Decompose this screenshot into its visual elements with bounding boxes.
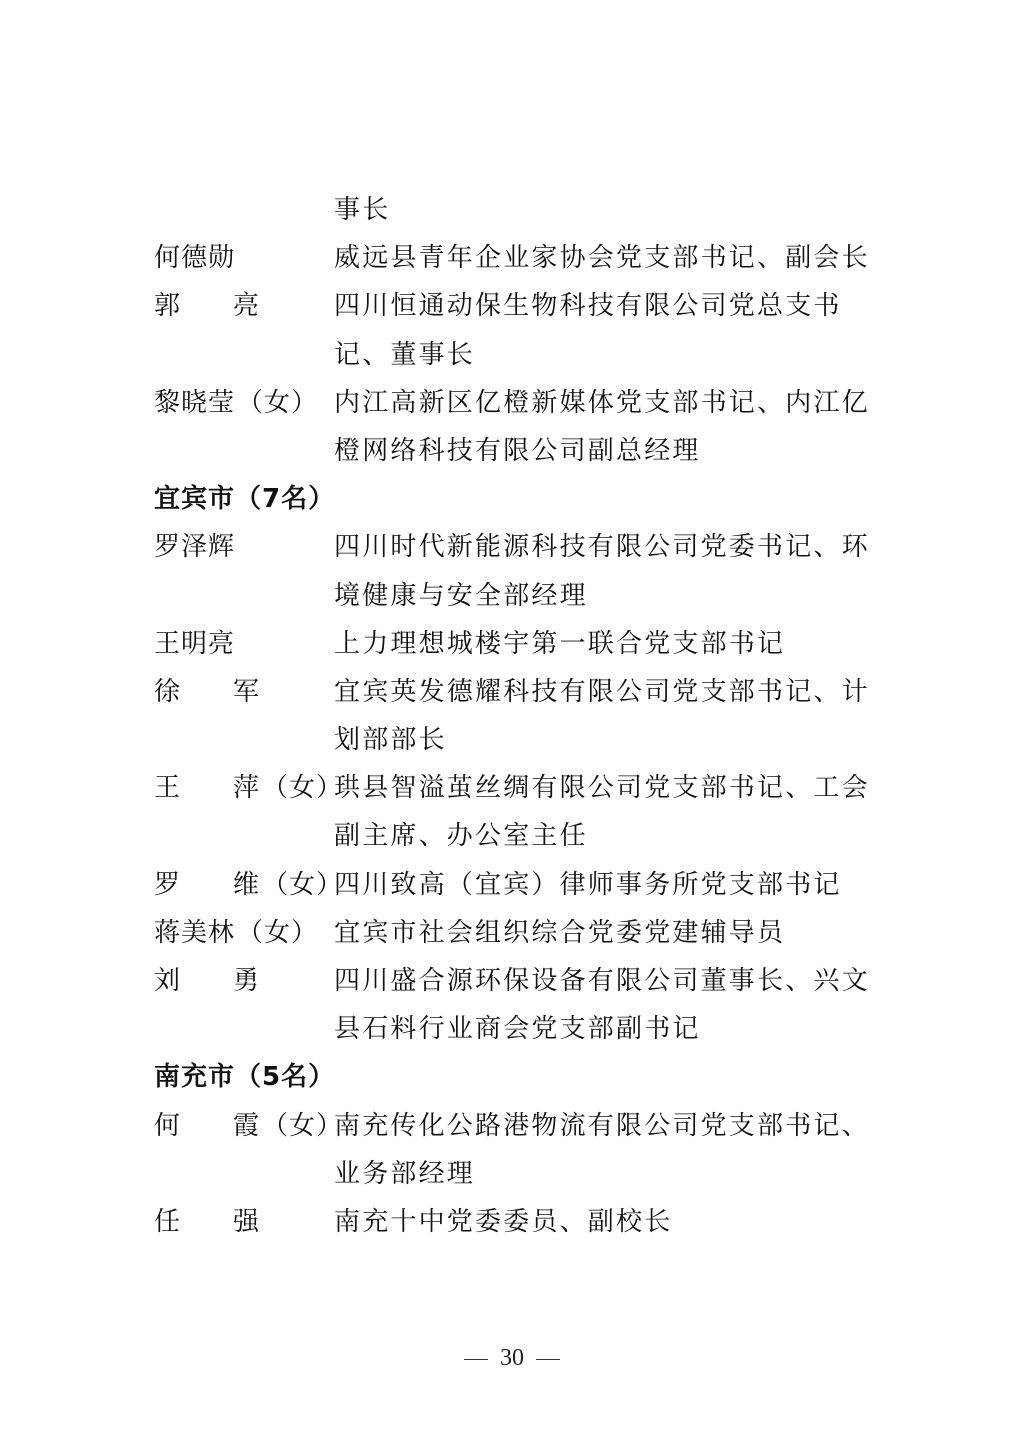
person-name (154, 1102, 343, 1150)
entry-row (154, 764, 874, 812)
entry-row (154, 861, 874, 909)
name-text: 何德勋 (154, 243, 236, 274)
name-first-char: 何 (154, 1110, 182, 1141)
entry-continuation (154, 716, 874, 764)
gender-tag: （女） (262, 869, 344, 900)
gender-tag: （女） (237, 387, 319, 418)
footer-dash-left (464, 1359, 488, 1361)
person-name (154, 620, 235, 668)
roster-list (154, 186, 874, 1246)
entry-row (154, 1102, 874, 1150)
name-second-char: 强 (233, 1206, 261, 1237)
name-text: 罗泽辉 (154, 532, 236, 563)
position-description: 四川致高（宜宾）律师事务所党支部书记 (334, 869, 842, 900)
name-second-char: 亮 (233, 291, 261, 322)
position-description: 四川盛合源环保设备有限公司董事长、兴文 (334, 966, 870, 996)
position-description: 上力理想城楼宇第一联合党支部书记 (334, 628, 786, 659)
gender-tag: （女） (262, 773, 344, 804)
name-text: 王明亮 (154, 628, 236, 659)
name-first-char: 郭 (154, 291, 182, 322)
entry-row (154, 668, 874, 716)
person-name (154, 909, 318, 957)
position-description: 县石料行业商会党支部副书记 (334, 1014, 701, 1045)
position-description: 南充传化公路港物流有限公司党支部书记、 (334, 1110, 870, 1141)
name-second-char: 霞 (233, 1110, 261, 1141)
name-first-char: 任 (154, 1206, 182, 1237)
position-description: 事长 (334, 195, 391, 225)
person-name (154, 1198, 260, 1246)
position-description: 宜宾市社会组织综合党委党建辅导员 (334, 917, 786, 948)
entry-continuation (154, 1005, 874, 1053)
name-first-char: 罗 (154, 869, 182, 900)
entry-row (154, 620, 874, 668)
entry-row (154, 1198, 874, 1246)
name-second-char: 维 (233, 869, 261, 900)
position-description: 记、董事长 (334, 339, 476, 370)
position-description: 四川时代新能源科技有限公司党委书记、环 (334, 532, 870, 563)
position-description: 南充十中党委委员、副校长 (334, 1206, 673, 1237)
position-description: 境健康与安全部经理 (334, 580, 588, 611)
name-first-char: 徐 (154, 676, 182, 707)
person-name (154, 234, 235, 282)
person-name (154, 282, 260, 330)
name-second-char: 军 (233, 676, 261, 707)
page-number: 30 (500, 1345, 524, 1371)
section-title: 南充市（5名） (154, 1062, 336, 1093)
section-title: 宜宾市（7名） (154, 484, 336, 515)
name-text: 蒋美林 (154, 917, 236, 948)
gender-tag: （女） (237, 917, 319, 948)
position-description: 珙县智溢茧丝绸有限公司党支部书记、工会 (334, 773, 870, 804)
name-first-char: 刘 (154, 966, 182, 996)
entry-row (154, 957, 874, 1005)
name-text: 黎晓莹 (154, 387, 236, 418)
person-name (154, 764, 343, 812)
entry-row (154, 379, 874, 427)
section-heading (154, 1053, 874, 1101)
person-name (154, 668, 260, 716)
entry-row (154, 909, 874, 957)
entry-row (154, 234, 874, 282)
position-description: 内江高新区亿橙新媒体党支部书记、内江亿 (334, 387, 870, 418)
entry-continuation (154, 427, 874, 475)
person-name (154, 379, 318, 427)
position-description: 业务部经理 (334, 1158, 476, 1189)
page-footer (0, 1345, 1024, 1372)
position-description: 橙网络科技有限公司副总经理 (334, 435, 701, 466)
entry-row (154, 523, 874, 571)
person-name (154, 523, 235, 571)
position-description: 四川恒通动保生物科技有限公司党总支书 (334, 291, 842, 322)
entry-row (154, 282, 874, 330)
entry-continuation (154, 1150, 874, 1198)
position-description: 威远县青年企业家协会党支部书记、副会长 (334, 243, 870, 274)
gender-tag: （女） (262, 1110, 344, 1141)
entry-continuation (154, 331, 874, 379)
person-name (154, 957, 260, 1005)
section-heading (154, 475, 874, 523)
entry-continuation (154, 186, 874, 234)
person-name (154, 861, 343, 909)
name-first-char: 王 (154, 773, 182, 804)
entry-continuation (154, 572, 874, 620)
position-description: 宜宾英发德耀科技有限公司党支部书记、计 (334, 676, 870, 707)
name-second-char: 勇 (233, 966, 261, 996)
entry-continuation (154, 812, 874, 860)
name-second-char: 萍 (233, 773, 261, 804)
position-description: 划部部长 (334, 725, 447, 756)
footer-dash-right (536, 1359, 560, 1361)
position-description: 副主席、办公室主任 (334, 821, 588, 852)
